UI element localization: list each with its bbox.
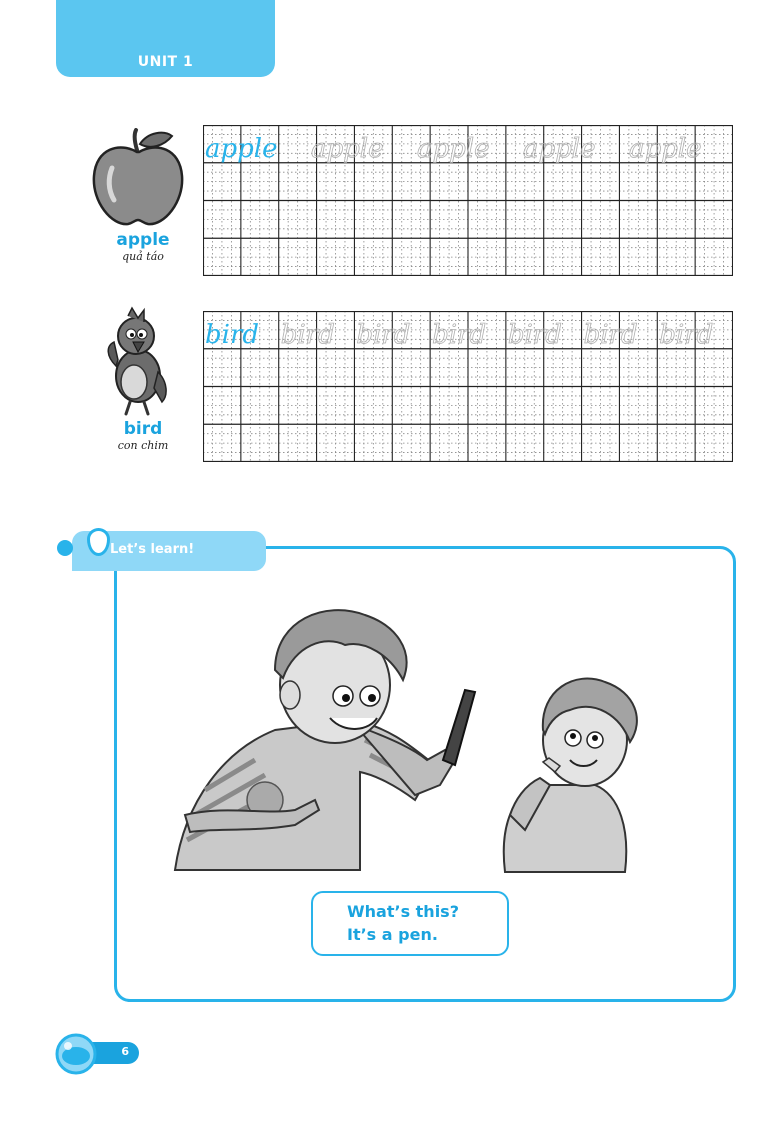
trace-word: bird: [205, 319, 260, 350]
lets-learn-title: Let’s learn!: [110, 542, 195, 557]
unit-label: UNIT 1: [137, 54, 194, 70]
boys-illustration: [165, 600, 645, 875]
tab-dot-icon: [57, 540, 73, 556]
vocab-meaning: con chim: [117, 439, 169, 452]
trace-word: apple: [417, 133, 490, 164]
vocab-word: bird: [123, 419, 163, 439]
trace-word: apple: [523, 133, 596, 164]
unit-header-tab: [56, 0, 275, 77]
dialog-question: What’s this?: [347, 902, 459, 921]
trace-word: bird: [432, 319, 487, 350]
vocab-apple: [88, 230, 198, 264]
dialog-answer: It’s a pen.: [347, 925, 438, 944]
vocab-word: apple: [116, 230, 170, 250]
vocab-meaning: quả táo: [122, 250, 164, 263]
trace-word: bird: [280, 319, 335, 350]
globe-icon: [54, 1032, 100, 1078]
dialog-bubble: [311, 891, 509, 956]
writing-grid-apple: [203, 125, 733, 276]
bird-illustration: [100, 306, 170, 418]
trace-word: bird: [659, 319, 714, 350]
trace-word: apple: [311, 133, 384, 164]
writing-grid-bird: [203, 311, 733, 462]
apple-illustration: [90, 128, 186, 228]
trace-word: bird: [507, 319, 562, 350]
vocab-bird: [88, 419, 198, 453]
trace-word: bird: [583, 319, 638, 350]
trace-word: apple: [205, 133, 278, 164]
page-number: 6: [121, 1045, 129, 1058]
trace-word: apple: [629, 133, 702, 164]
trace-word: bird: [356, 319, 411, 350]
